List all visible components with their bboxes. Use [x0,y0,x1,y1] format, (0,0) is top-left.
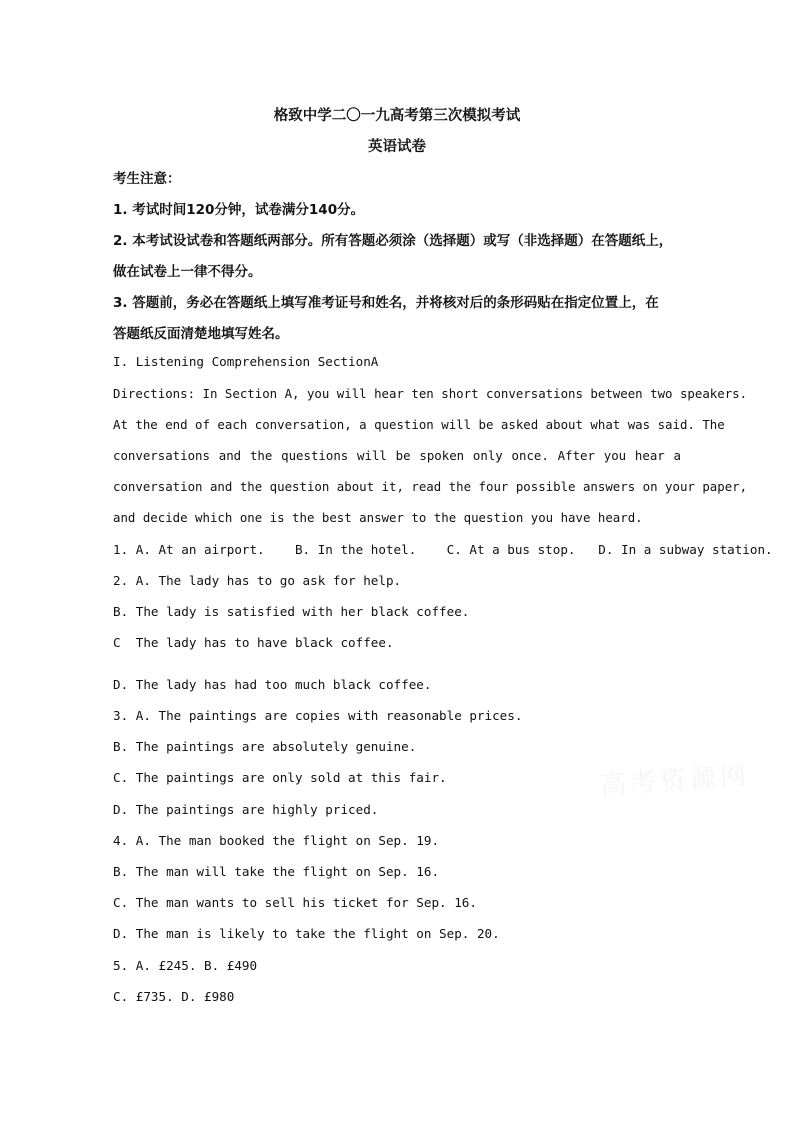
notice-item-3-line-2: 答题纸反面清楚地填写姓名。 [113,326,289,342]
question-4-option-d: D. The man is likely to take the flight on Sep. 20. [113,926,500,941]
question-4-option-c: C. The man wants to sell his ticket for Sep. 16. [113,895,477,910]
directions-line: and decide which one is the best answer to the question you have heard. [113,510,643,525]
notice-item-1: 1. 考试时间120分钟，试卷满分140分。 [113,202,365,218]
question-1-options: 1. A. At an airport. B. In the hotel. C. At a bus stop. D. In a subway station. [113,542,773,557]
question-5-options-ab: 5. A. £245. B. £490 [113,958,258,973]
question-2-option-b: B. The lady is satisfied with her black coffee. [113,604,470,619]
directions-line: At the end of each conversation, a question will be asked about what was said. The [113,417,725,432]
question-4-option-b: B. The man will take the flight on Sep. 16. [113,864,440,879]
question-3-option-a: 3. A. The paintings are copies with reasonable prices. [113,708,523,723]
watermark: 高考资源网 [599,760,752,802]
exam-title: 格致中学二〇一九高考第三次模拟考试 [273,108,521,124]
notice-item-2-line-1: 2. 本考试设试卷和答题纸两部分。所有答题必须涂（选择题）或写（非选择题）在答题纸上， [113,233,673,249]
question-3-option-d: D. The paintings are highly priced. [113,802,379,817]
directions-line: conversation and the question about it, read the four possible answers on your paper, [113,479,748,494]
question-2-option-c: C The lady has to have black coffee. [113,635,394,650]
notice-item-2-line-2: 做在试卷上一律不得分。 [113,264,262,280]
notice-item-3-line-1: 3. 答题前，务必在答题纸上填写准考证号和姓名，并将核对后的条形码贴在指定位置上，在 [113,295,659,311]
question-3-option-b: B. The paintings are absolutely genuine. [113,739,417,754]
question-2-option-a: 2. A. The lady has to go ask for help. [113,573,402,588]
question-5-options-cd: C. £735. D. £980 [113,989,235,1004]
question-3-option-c: C. The paintings are only sold at this fair. [113,770,447,785]
question-2-option-d: D. The lady has had too much black coffee. [113,677,432,692]
question-4-option-a: 4. A. The man booked the flight on Sep. 19. [113,833,440,848]
directions-line: Directions: In Section A, you will hear ten short conversations between two speakers. [113,386,748,401]
notice-heading: 考生注意： [113,171,181,187]
directions-line: conversations and the questions will be spoken only once. After you hear a [113,448,681,463]
section-heading: I. Listening Comprehension SectionA [113,354,379,369]
exam-subtitle: 英语试卷 [368,139,426,155]
